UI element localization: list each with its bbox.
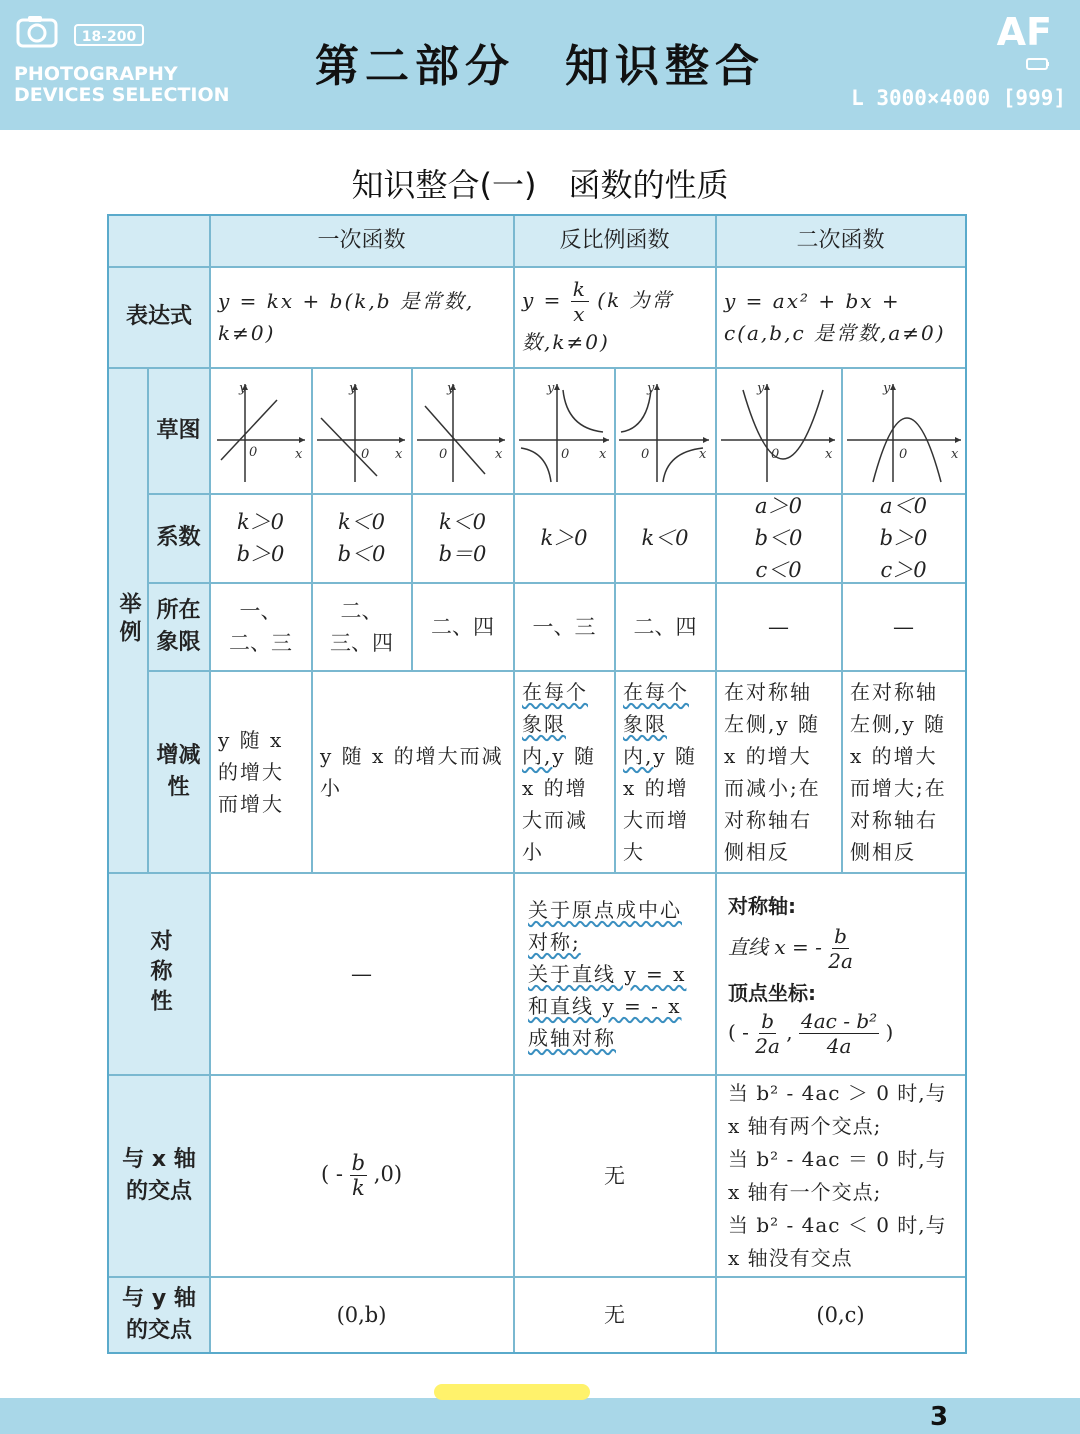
graph-linear-through-origin — [415, 378, 507, 486]
highlight-marker — [434, 1384, 590, 1400]
quadrant-parabola-up: — — [768, 614, 789, 639]
inverse-fraction — [571, 277, 589, 326]
resolution-info: L 3000×4000 [999] — [851, 86, 1066, 110]
coef-line: b＝0 — [438, 542, 487, 566]
col-header-inverse: 反比例函数 — [559, 228, 670, 253]
monotonic-linear-increasing: y 随 x 的增大而增大 — [218, 727, 284, 816]
axis-of-symmetry-title: 对称轴: — [728, 893, 796, 918]
quadrant-linear-3: 二、四 — [431, 614, 494, 639]
quadrant-inverse-positive: 一、三 — [532, 614, 596, 639]
inverse-fraction-num: k — [572, 276, 587, 301]
svg-text:x: x — [699, 447, 707, 462]
x-intercept-linear: ( - $\frac{b}{k}$ ,0) — [320, 1151, 403, 1200]
graph-parabola-up — [719, 378, 837, 486]
symmetry-inverse-axes: 关于直线 y = x 和直线 y = - x 成轴对称 — [528, 961, 687, 1050]
axis-of-symmetry-prefix: 直线 x = - — [728, 934, 822, 959]
coef-linear-3 — [412, 494, 513, 582]
row-label-symmetry: 对称性 — [147, 928, 172, 1019]
monotonic-linear-decreasing: y 随 x 的增大而减小 — [320, 743, 504, 800]
axis-fraction — [828, 924, 853, 973]
coef-line: b＞0 — [236, 542, 285, 566]
row-group-label-examples: 举例 — [116, 592, 141, 648]
row-label-y-intercept: 与 y 轴的交点 — [122, 1285, 196, 1343]
svg-text:0: 0 — [249, 445, 258, 460]
coef-line: b＜0 — [754, 526, 803, 550]
quadrant-inverse-negative: 二、四 — [633, 614, 697, 639]
svg-text:y: y — [447, 381, 455, 396]
monotonic-inverse-positive-rule: y 随 x 的增大而减小 — [522, 743, 597, 864]
svg-text:0: 0 — [361, 447, 370, 462]
section-subtitle: 知识整合(一) 函数的性质 — [351, 166, 729, 204]
svg-text:y: y — [647, 381, 655, 396]
coef-linear-1 — [210, 494, 311, 582]
x-intercept-inverse: 无 — [604, 1163, 625, 1188]
svg-text:0: 0 — [439, 447, 448, 462]
x-intercept-fraction — [350, 1151, 367, 1200]
range-badge: 18-200 — [74, 24, 144, 46]
coef-line: k＞0 — [236, 510, 285, 534]
coef-inverse-positive: k＞0 — [540, 526, 588, 550]
graph-linear-increasing — [215, 378, 307, 486]
row-label-quadrants: 所在象限 — [156, 597, 201, 655]
coef-line: a＜0 — [880, 494, 927, 518]
graph-inverse-positive — [517, 378, 611, 486]
coef-line: a＞0 — [755, 494, 802, 518]
svg-text:0: 0 — [899, 447, 908, 462]
coef-linear-2 — [312, 494, 411, 582]
y-intercept-quadratic: (0,c) — [816, 1302, 865, 1327]
quadrant-linear-1: 一、二、三 — [229, 598, 292, 655]
monotonic-parabola-up: 在对称轴左侧,y 随 x 的增大而减小;在对称轴右侧相反 — [724, 679, 821, 864]
coef-line: c＜0 — [755, 558, 802, 582]
x-intercept-den: k — [352, 1176, 365, 1200]
inverse-fraction-den: x — [573, 301, 587, 326]
symmetry-inverse — [514, 873, 715, 1074]
battery-icon — [1026, 58, 1050, 70]
monotonic-inverse-negative-rule: y 随 x 的增大而增大 — [623, 743, 698, 864]
coef-line: b＜0 — [337, 542, 386, 566]
x-intercept-quadratic — [716, 1075, 965, 1276]
monotonic-parabola-down: 在对称轴左侧,y 随 x 的增大而增大;在对称轴右侧相反 — [850, 679, 947, 864]
row-label-x-intercept: 与 x 轴的交点 — [122, 1146, 196, 1204]
vertex-y-num: 4ac - b² — [801, 1008, 878, 1033]
svg-text:x: x — [599, 447, 607, 462]
axis-fraction-num: b — [834, 923, 847, 948]
row-label-coefficients: 系数 — [156, 525, 201, 550]
svg-text:y: y — [239, 381, 247, 396]
svg-text:0: 0 — [771, 447, 780, 462]
graph-linear-decreasing-neg-b — [315, 378, 407, 486]
svg-text:y: y — [757, 381, 765, 396]
vertex-x-num: b — [761, 1008, 775, 1033]
discriminant-positive: 当 b² - 4ac ＞ 0 时,与 x 轴有两个交点; — [728, 1080, 947, 1138]
vertex-x-den: 2a — [755, 1033, 780, 1058]
inverse-expr-prefix: y = — [522, 287, 563, 312]
svg-text:0: 0 — [561, 447, 570, 462]
coef-line: k＜0 — [438, 510, 487, 534]
coef-line: k＜0 — [337, 510, 386, 534]
coef-line: c＞0 — [880, 558, 927, 582]
svg-text:x: x — [395, 447, 403, 462]
linear-expression: y = kx + b(k,b 是常数, k≠0) — [218, 289, 475, 345]
symmetry-linear: — — [351, 961, 372, 986]
svg-text:x: x — [825, 447, 833, 462]
function-properties-table — [107, 214, 967, 1354]
svg-text:y: y — [883, 381, 891, 396]
svg-text:0: 0 — [641, 447, 650, 462]
page-number: 3 — [930, 1402, 949, 1432]
quadratic-expression: y = ax² + bx + c(a,b,c 是常数,a≠0) — [724, 289, 946, 345]
brand-line-2: DEVICES SELECTION — [14, 84, 230, 106]
graph-inverse-negative — [617, 378, 711, 486]
inverse-expression — [514, 267, 715, 367]
coef-parabola-down — [842, 494, 965, 582]
af-indicator: AF — [996, 10, 1052, 54]
y-intercept-linear: (0,b) — [336, 1302, 387, 1327]
y-intercept-inverse: 无 — [604, 1302, 625, 1327]
col-header-quadratic: 二次函数 — [796, 228, 885, 253]
coef-line: b＞0 — [879, 526, 928, 550]
quadrant-linear-2: 二、三、四 — [330, 598, 393, 655]
graph-parabola-down — [845, 378, 963, 486]
brand-line-1: PHOTOGRAPHY — [14, 63, 178, 85]
svg-text:x: x — [951, 447, 959, 462]
col-header-linear: 一次函数 — [317, 228, 406, 253]
monotonic-inverse-negative — [615, 671, 715, 872]
coef-parabola-up — [716, 494, 841, 582]
row-label-expression: 表达式 — [125, 304, 192, 329]
svg-text:y: y — [349, 381, 357, 396]
axis-fraction-den: 2a — [828, 948, 853, 973]
bottom-banner — [0, 1398, 1080, 1434]
symmetry-inverse-center: 关于原点成中心对称; — [528, 897, 682, 954]
vertex-x-fraction — [755, 1009, 780, 1058]
x-intercept-num: b — [351, 1151, 366, 1175]
inverse-expr-suffix: (k 为常数,k≠0) — [522, 287, 674, 354]
svg-text:x: x — [295, 447, 303, 462]
svg-text:y: y — [547, 381, 555, 396]
monotonic-inverse-negative-scope: 在每个象限内, — [623, 679, 689, 768]
monotonic-inverse-positive — [514, 671, 614, 872]
vertex-title: 顶点坐标: — [728, 980, 816, 1005]
row-label-monotonicity: 增减性 — [156, 742, 201, 800]
discriminant-negative: 当 b² - 4ac ＜ 0 时,与 x 轴没有交点 — [728, 1212, 947, 1270]
vertex-y-den: 4a — [826, 1033, 852, 1058]
row-label-sketch: 草图 — [156, 417, 201, 443]
coef-inverse-negative: k＜0 — [641, 526, 689, 550]
monotonic-inverse-positive-scope: 在每个象限内, — [522, 679, 588, 768]
svg-text:x: x — [495, 447, 503, 462]
quadrant-parabola-down: — — [893, 614, 914, 639]
page-title: 第二部分 知识整合 — [315, 41, 765, 92]
vertex-y-fraction — [799, 1009, 879, 1058]
symmetry-quadratic: 对称轴: 直线 x = - $\frac{b}{2a}$ 顶点坐标: ( - $\frac{b}{2a}$ , $\frac{\text{4ac - b²}}{4a}$ ) — [716, 873, 965, 1074]
discriminant-zero: 当 b² - 4ac ＝ 0 时,与 x 轴有一个交点; — [728, 1146, 947, 1204]
